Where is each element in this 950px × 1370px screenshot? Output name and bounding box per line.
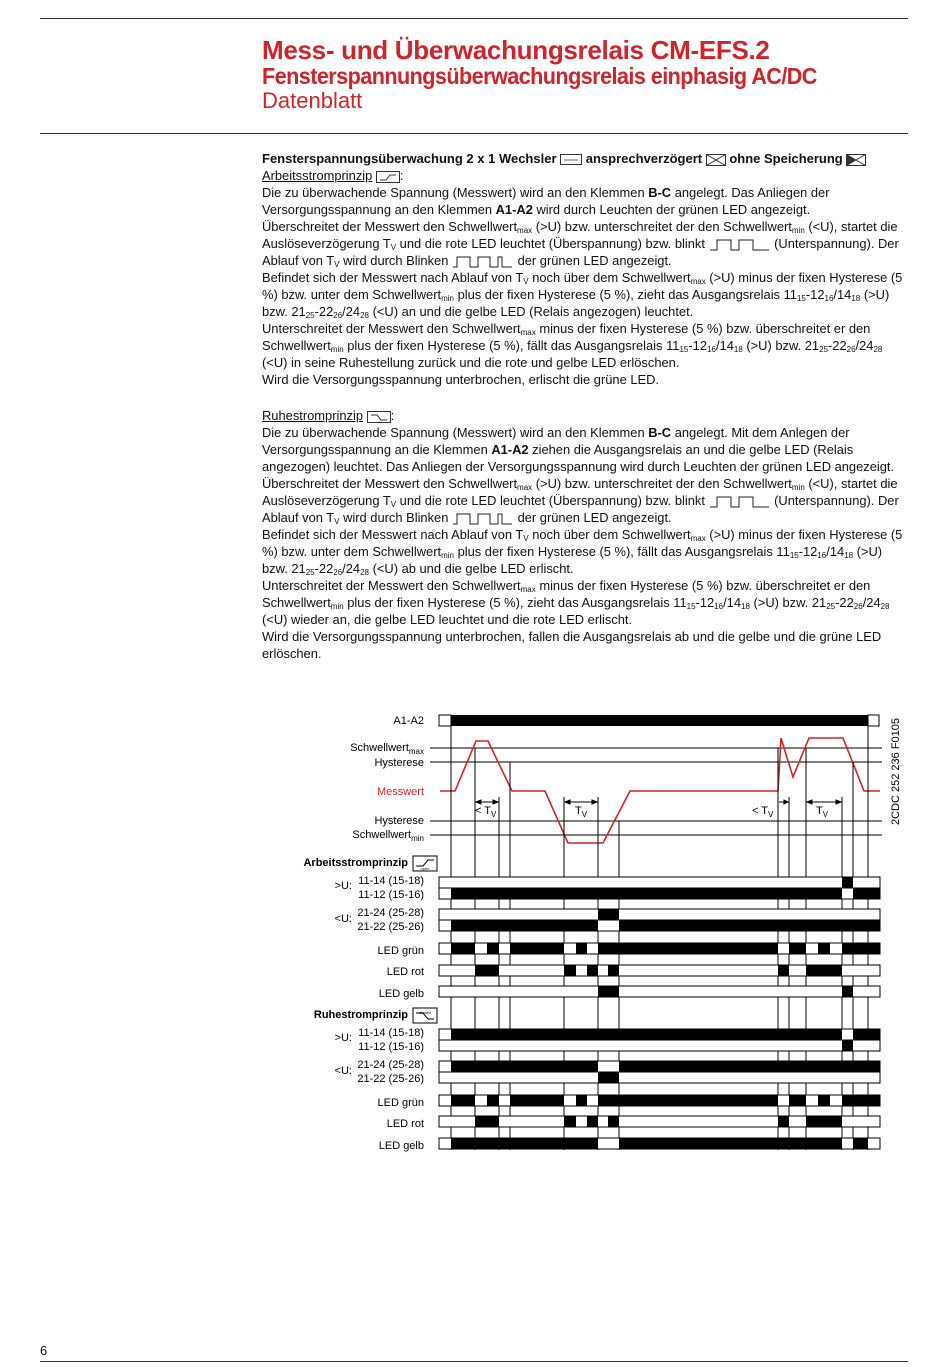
title-block [262,36,922,113]
timing-row-5-on-5 [806,965,842,976]
page-subtitle: Fensterspannungsüberwachungsrelais einphasig AC/DC [262,63,817,89]
timing-row-4-on-6 [818,943,830,954]
timing-row-11-on-6 [818,1095,830,1106]
label-arbeits: Arbeitsstromprinzip [303,857,408,869]
timing-row-2 [439,909,880,920]
timing-row-13-on-0 [451,1138,598,1149]
doc-type: Datenblatt [262,88,363,113]
content [262,150,907,662]
header-rule [40,133,908,134]
heading-part3: ohne Speicherung [729,151,843,166]
tv-arrows [476,800,841,804]
label-led-gelb-r: LED gelb [378,1140,424,1152]
ruhe-p3: Befindet sich der Messwert nach Ablauf von $T_V$ noch über dem Schwellwert$_{max}$ (>U) minus der fixen Hysterese (5 %) bzw. unter dem Schwellwert$_{min}$ plus der fixen Hysterese (5 %), fällt das Ausgangsrelais $11_{15}-12_{16}/14_{18}$ (>U) bzw. $21_{25}-22_{26}/24_{28}$ (<U) ab und die gelbe LED erlischt. [262,527,903,577]
label-r1112-a: 11-12 (15-16) [358,889,424,901]
timing-row-11-on-3 [576,1095,587,1106]
timing-row-4-on-7 [842,943,880,954]
timing-row-8 [439,1040,880,1051]
top-rule [40,18,908,19]
timing-row-8-on-0 [842,1040,853,1051]
arbeits-open-icon [413,856,437,871]
label-led-gruen-a: LED grün [377,945,424,957]
page-number: 6 [40,1343,48,1358]
timing-row-6-on-0 [598,986,619,997]
timing-row-4-on-2 [510,943,564,954]
label-lt-u-a: <U: [334,913,352,925]
timing-row-9-on-1 [619,1061,880,1072]
a1a2-end-box [868,715,879,726]
label-led-gelb-a: LED gelb [378,988,424,1000]
timing-row-0 [439,877,880,888]
timing-row-7-on-1 [853,1029,880,1040]
label-r2122-a: 21-22 (25-26) [357,921,424,933]
blink-pulse-icon [709,238,771,251]
timing-row-13-on-2 [853,1138,868,1149]
delay-icon [706,154,726,166]
svg-text:open: open [420,866,430,871]
arbeits-p4: Unterschreitet der Messwert den Schwellwert$_{max}$ minus der fixen Hysterese (5 %) bzw. überschreitet er den Schwellwert$_{min}$ plus der fixen Hysterese (5 %), fällt das Ausgangsrelais $11_{15}-12_{16}/14_{18}$ (>U) bzw. $21_{25}-22_{26}/24_{28}$ (<U) in seine Ruhestellung zurück und die rote und gelbe LED erlöschen. [262,321,883,370]
timing-row-6 [439,986,880,997]
time-box-icon [560,154,582,165]
timing-row-13-on-1 [619,1138,842,1149]
timing-row-11-on-1 [487,1095,499,1106]
no-memory-icon [846,154,866,166]
timing-row-3-on-0 [451,920,598,931]
timing-row-1-on-1 [853,888,880,899]
timing-row-12-on-0 [475,1116,499,1127]
timing-row-7-on-0 [451,1029,842,1040]
ruhe-p1: Die zu überwachende Spannung (Messwert) wird an den Klemmen B-C angelegt. Mit dem Anlegen der Versorgungsspannung an die Klemmen A1-A2 ziehen die Ausgangsrelais an und die gelbe LED (Relais angezogen) leuchtet. Das Anliegen der Versorgungsspannung wird durch Leuchten der grünen LED angezeigt. [262,425,895,474]
ruhe-p4: Unterschreitet der Messwert den Schwellwert$_{max}$ minus der fixen Hysterese (5 %) bzw. überschreitet er den Schwellwert$_{min}$ plus der fixen Hysterese (5 %), zieht das Ausgangsrelais $11_{15}-12_{16}/14_{18}$ (>U) bzw. $21_{25}-22_{26}/24_{28}$ (<U) wieder an, die gelbe LED leuchtet und die rote LED erlischt. [262,578,890,627]
svg-text:closed: closed [419,1010,431,1015]
tv-label-2: $T_V$ [575,805,588,819]
label-a1a2: A1-A2 [393,715,424,727]
timing-row-4-on-0 [451,943,475,954]
page-title: Mess- und Überwachungsrelais CM-EFS.2 [262,35,770,65]
timing-rows [439,877,880,1149]
label-led-gruen-r: LED grün [377,1097,424,1109]
timing-row-11-on-7 [842,1095,880,1106]
label-r1114-a: 11-14 (15-18) [358,875,424,887]
timing-row-3-on-1 [619,920,880,931]
arbeits-heading-text: Arbeitsstromprinzip [262,168,373,183]
blink-pulse-icon-3 [709,495,771,508]
timing-row-4-on-1 [487,943,499,954]
label-hyst-bottom: Hysterese [374,815,424,827]
heading-part2: ansprechverzögert [585,151,703,166]
tv-label-1: < $T_V$ [475,805,497,819]
timing-row-11-on-2 [510,1095,564,1106]
open-contact-icon [376,171,400,183]
ruhe-p2: Überschreitet der Messwert den Schwellwert$_{max}$ (>U) bzw. unterschreitet der den Schwellwert$_{min}$ (<U), startet die Auslöseverzögerung $T_V$ und die rote LED leuchtet (Überspannung) bzw. blinkt (Unterspannung). Der Ablauf von $T_V$ wird durch Blinken der grünen LED angezeigt. [262,476,899,526]
closed-contact-icon [367,411,391,423]
timing-row-10-on-0 [598,1072,619,1083]
label-gt-u-a: >U: [334,880,352,892]
timing-row-4-on-5 [789,943,806,954]
blink-pulse-icon-4 [452,512,514,525]
tv-label-3: < $T_V$ [752,805,774,819]
timing-row-5-on-4 [778,965,789,976]
timing-row-11-on-4 [598,1095,778,1106]
label-hyst-top: Hysterese [374,757,424,769]
label-r1112-r: 11-12 (15-16) [358,1041,424,1053]
label-messwert: Messwert [376,786,424,798]
arbeits-p2: Überschreitet der Messwert den Schwellwert$_{max}$ (>U) bzw. unterschreitet der den Schwellwert$_{min}$ (<U), startet die Auslöseverzögerung $T_V$ und die rote LED leuchtet (Überspannung) bzw. blinkt (Unterspannung). Der Ablauf von $T_V$ wird durch Blinken der grünen LED angezeigt. [262,219,899,269]
label-r2122-r: 21-22 (25-26) [357,1073,424,1085]
timing-row-4-on-4 [598,943,778,954]
timing-row-9-on-0 [451,1061,598,1072]
timing-row-6-on-1 [842,986,853,997]
tv-label-4: $T_V$ [816,805,829,819]
label-gt-u-r: >U: [334,1032,352,1044]
timing-row-12-on-5 [806,1116,842,1127]
timing-row-2-on-0 [598,909,619,920]
ruhe-heading: Ruhestromprinzip : [262,408,395,423]
timing-row-12-on-4 [778,1116,789,1127]
arbeits-heading: Arbeitsstromprinzip : [262,168,404,183]
ruhe-heading-text: Ruhestromprinzip [262,408,364,423]
arbeits-p3: Befindet sich der Messwert nach Ablauf von $T_V$ noch über dem Schwellwert$_{max}$ (>U) minus der fixen Hysterese (5 %) bzw. unter dem Schwellwert$_{min}$ plus der fixen Hysterese (5 %), zieht das Ausgangsrelais $11_{15}-12_{16}/14_{18}$ (>U) bzw. $21_{25}-22_{26}/24_{28}$ (<U) an und die gelbe LED (Relais angezogen) leuchtet. [262,270,903,320]
messwert-curve [440,738,880,843]
ruhe-closed-icon [413,1008,437,1023]
timing-row-10 [439,1072,880,1083]
timing-row-5-on-0 [475,965,499,976]
part-code: 2CDC 252 236 F0105 [890,717,902,825]
timing-row-5-on-3 [608,965,619,976]
a1a2-bar [451,715,868,726]
label-r1114-r: 11-14 (15-18) [358,1027,424,1039]
heading-part1: Fensterspannungsüberwachung 2 x 1 Wechsler [262,151,557,166]
label-ruhe: Ruhestromprinzip [313,1009,408,1021]
ruhe-p5: Wird die Versorgungsspannung unterbrochen, fallen die Ausgangsrelais ab und die gelbe und die grüne LED erlöschen. [262,629,882,661]
timing-diagram [0,700,950,1170]
label-r2124-r: 21-24 (25-28) [357,1059,424,1071]
a1a2-off-box [439,715,451,726]
bottom-rule [40,1361,908,1362]
timing-row-0-on-0 [842,877,853,888]
label-r2124-a: 21-24 (25-28) [357,907,424,919]
label-swmin: Schwellwert$_{min}$ [352,829,424,843]
timing-row-5-on-2 [587,965,598,976]
timing-row-1-on-0 [451,888,842,899]
section-heading [262,150,907,167]
timing-row-12-on-1 [564,1116,576,1127]
timing-row-12-on-2 [587,1116,598,1127]
timing-row-11-on-0 [451,1095,475,1106]
blink-pulse-icon-2 [452,255,514,268]
arbeits-p5: Wird die Versorgungsspannung unterbrochen, erlischt die grüne LED. [262,372,659,387]
timing-row-12-on-3 [608,1116,619,1127]
timing-row-4-on-3 [576,943,587,954]
label-swmax: Schwellwert$_{max}$ [350,742,424,756]
timing-row-5-on-1 [564,965,576,976]
arbeits-p1: Die zu überwachende Spannung (Messwert) wird an den Klemmen B-C angelegt. Das Anliegen der Versorgungsspannung an den Klemmen A1-A2 wird durch Leuchten der grünen LED angezeigt. [262,185,830,217]
label-lt-u-r: <U: [334,1065,352,1077]
event-lines [451,726,868,1150]
timing-row-11-on-5 [789,1095,806,1106]
label-led-rot-a: LED rot [386,966,424,978]
label-led-rot-r: LED rot [386,1118,424,1130]
